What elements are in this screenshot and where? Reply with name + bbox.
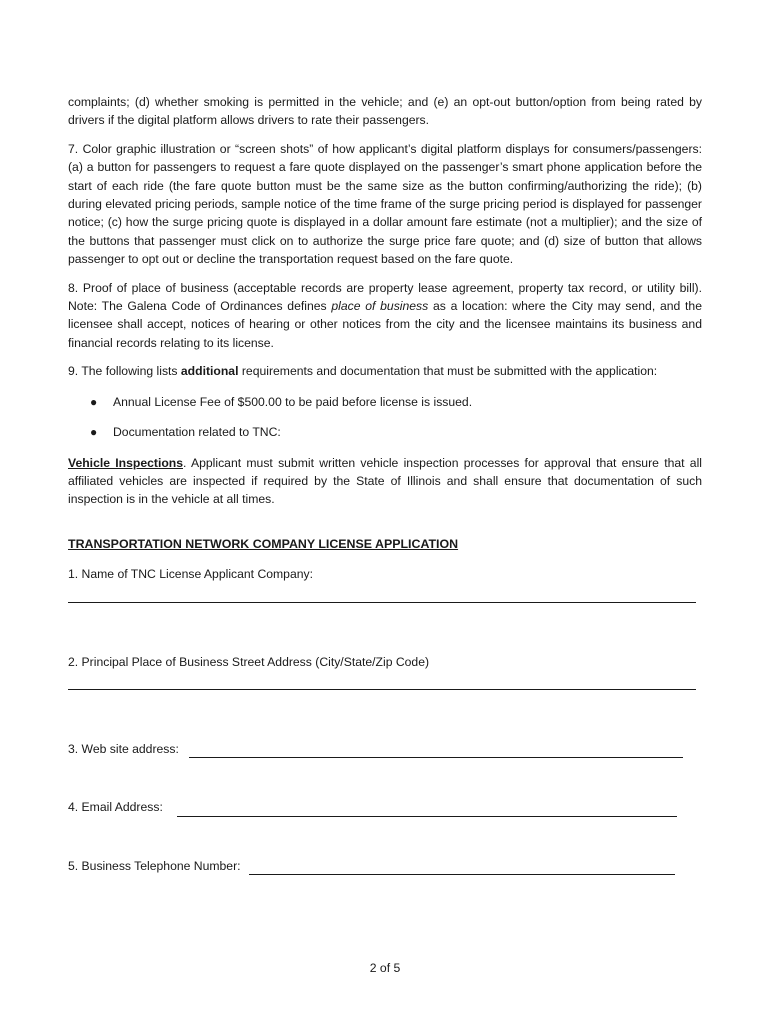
item-8-text-b: as a location: where the City may send, and the licensee shall accept, notices of hearing or other notices from the city and the licensee maintains its business and financial records relating to its license.: [68, 299, 702, 350]
address-input-line[interactable]: [68, 688, 696, 690]
field-label: 2. Principal Place of Business Street Address (City/State/Zip Code): [68, 654, 430, 669]
field-business-address: [68, 653, 702, 690]
item-7-paragraph: 7. Color graphic illustration or “screen shots” of how applicant’s digital platform displays for consumers/passengers: (a) a button for passengers to request a fare quote displayed on the passenger’s smart phone application before the start of each ride (the fare quote button must be the same size as the button confirming/authorizing the ride); (b) during elevated pricing periods, sample notice of the time frame of the surge pricing period is displayed for passenger notice; (c) how the surge pricing quote is displayed in a dollar amount fare estimate (not a multiplier); and the size of the buttons that passenger must click on to authorize the surge price fare quote; and (d) size of button that allows passenger to opt out or decline the transportation request based on the fare quote.: [68, 141, 702, 267]
document-page: [68, 93, 702, 875]
field-company-name: [68, 565, 702, 602]
company-name-input-line[interactable]: [68, 601, 696, 603]
list-item-text: Annual License Fee of $500.00 to be paid before license is issued.: [113, 394, 473, 409]
telephone-input-line[interactable]: [249, 860, 675, 875]
field-label: 4. Email Address:: [68, 800, 163, 815]
field-email: [68, 798, 702, 816]
list-item: [68, 393, 702, 411]
requirements-list: [68, 393, 702, 442]
bullet-icon: ●: [90, 394, 98, 409]
field-telephone: [68, 857, 702, 875]
item-9-text-a: 9. The following lists: [68, 364, 181, 379]
list-item-text: Documentation related to TNC:: [113, 425, 281, 440]
website-input-line[interactable]: [189, 743, 683, 758]
field-label: 5. Business Telephone Number:: [68, 858, 241, 873]
vehicle-inspections-paragraph: [68, 454, 702, 509]
email-input-line[interactable]: [177, 802, 677, 817]
form-title: TRANSPORTATION NETWORK COMPANY LICENSE APPLICATION: [68, 536, 459, 551]
list-item: [68, 423, 702, 441]
item-9-text-b: requirements and documentation that must be submitted with the application:: [238, 364, 658, 379]
field-label: 3. Web site address:: [68, 741, 179, 756]
item-8-text-a: 8. Proof of place of business (acceptable records are property lease agreement, property tax record, or utility bill). Note: The Galena Code of Ordinances defines: [68, 280, 702, 314]
bullet-icon: ●: [90, 425, 98, 440]
field-label: 1. Name of TNC License Applicant Company:: [68, 567, 313, 582]
page-number: 2 of 5: [369, 961, 401, 975]
field-website: [68, 740, 702, 758]
vehicle-inspections-text: . Applicant must submit written vehicle inspection processes for approval that ensure that all affiliated vehicles are inspected if required by the State of Illinois and shall ensure that documentation of such inspection is in the vehicle at all times.: [68, 455, 702, 507]
item-9-paragraph: [68, 362, 702, 380]
item-8-italic-term: place of business: [331, 299, 429, 314]
item-9-bold: additional: [180, 364, 239, 379]
paragraph-continued: complaints; (d) whether smoking is permitted in the vehicle; and (e) an opt-out button/option from being rated by drivers if the digital platform allows drivers to rate their passengers.: [68, 95, 702, 128]
vehicle-inspections-title: Vehicle Inspections: [68, 455, 183, 470]
item-8-paragraph: [68, 279, 702, 353]
